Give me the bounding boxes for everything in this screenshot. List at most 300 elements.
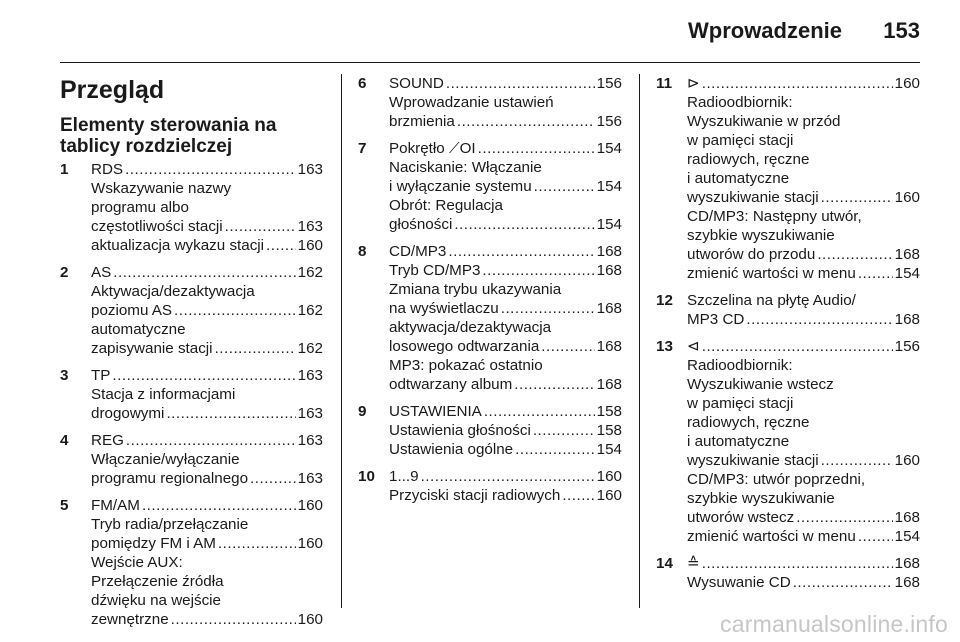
dot-leader [478,139,595,158]
dot-leader [702,337,893,356]
entry-line [91,282,323,301]
entry-line [91,198,323,217]
entry-label: Wyszukiwanie w przód [687,113,841,130]
dot-leader [225,217,296,236]
entry-text [687,470,865,489]
entry-number: 3 [60,367,69,384]
entry-label: Tryb radia/przełączanie [91,516,249,533]
entry-text [91,179,231,198]
entry-line [687,508,920,527]
entry-label: USTAWIENIA [389,403,482,420]
entry-line [91,450,323,469]
page-reference: 162 [297,264,323,281]
page-reference: 168 [596,338,622,355]
entry-text [687,508,794,527]
entry-label: dźwięku na wejście [91,592,221,609]
entry-label: brzmienia [389,113,455,130]
entry-text [687,150,809,169]
dot-leader [541,337,594,356]
page-reference: 160 [894,75,920,92]
entry-line [687,375,920,394]
entry-text [91,469,248,488]
entry-number: 14 [656,555,673,572]
entry-line [687,74,920,93]
page-reference: 168 [596,300,622,317]
dot-leader [821,188,893,207]
page-reference: 162 [297,302,323,319]
page-reference: 160 [297,535,323,552]
entry-number: 2 [60,264,69,281]
entry-text [687,527,856,546]
entry-line [91,301,323,320]
entry-number: 8 [358,243,367,260]
dot-leader [218,534,296,553]
entry-number: 6 [358,75,367,92]
index-entry-14 [656,554,920,592]
entry-line [687,310,920,329]
dot-leader [533,421,595,440]
entry-line [687,188,920,207]
entry-text [91,160,123,179]
entry-label: Wyszukiwanie wstecz [687,376,834,393]
entry-text [687,489,835,508]
entry-label: Aktywacja/dezaktywacja [91,283,255,300]
entry-label: Przyciski stacji radiowych [389,487,561,504]
entry-label: Zmiana trybu ukazywania [389,281,562,298]
entry-text [389,242,446,261]
entry-text [389,139,476,158]
entry-text [389,196,503,215]
entry-label: i wyłączanie systemu [389,178,532,195]
entry-text [389,299,499,318]
page-reference: 156 [596,113,622,130]
page-header [0,0,960,60]
entry-text [389,112,455,131]
page-reference: 163 [297,432,323,449]
entry-line [687,554,920,573]
entry-number: 12 [656,292,673,309]
column-divider-1 [341,74,342,608]
entry-line [687,337,920,356]
entry-text [91,198,189,217]
entry-label: Radioodbiornik: [687,357,793,374]
entry-text [91,217,223,236]
entry-line [91,469,323,488]
entry-text [687,131,793,150]
page-reference: 158 [596,422,622,439]
entry-line [687,169,920,188]
entry-label: wyszukiwanie stacji [687,452,819,469]
page-reference: 168 [894,574,920,591]
entry-line [91,496,323,515]
entry-text [91,282,255,301]
entry-text [389,337,539,356]
page-reference: 160 [297,611,323,628]
index-entry-7 [358,139,622,234]
entry-line [91,236,323,255]
entry-text [91,366,110,385]
entry-line [389,375,622,394]
entry-text [687,188,819,207]
dot-leader [174,301,296,320]
entry-text [91,496,140,515]
entry-line [687,291,920,310]
entry-line [91,572,323,591]
page-reference: 163 [297,405,323,422]
entry-text [91,236,264,255]
entry-label: Ustawienia głośności [389,422,531,439]
dot-leader [250,469,296,488]
entry-number: 11 [656,75,673,92]
dot-leader [514,375,594,394]
page-reference: 162 [297,340,323,357]
entry-text [389,280,561,299]
column-3 [656,74,920,592]
entry-label: programu regionalnego [91,470,249,487]
dot-leader [796,508,892,527]
page-header-title: Wprowadzenie [687,18,842,43]
entry-number: 7 [358,140,367,157]
entry-label: i automatyczne [687,433,790,450]
entry-label: zapisywanie stacji [91,340,213,357]
entry-label: automatyczne [91,321,186,338]
entry-text [389,486,560,505]
entry-line [91,179,323,198]
entry-text [91,404,164,423]
entry-text [91,450,240,469]
entry-text [91,610,169,629]
watermark: carmanualsonline.info [720,611,948,637]
entry-label: szybkie wyszukiwanie [687,490,835,507]
entries-column-2 [358,74,622,505]
dot-leader [858,527,893,546]
page-reference: 163 [297,218,323,235]
dot-leader [501,299,595,318]
entry-line [389,74,622,93]
entry-label: CD/MP3: utwór poprzedni, [687,471,866,488]
page-reference: 160 [596,487,622,504]
page-reference: 163 [297,470,323,487]
entry-label: Tryb CD/MP3 [389,262,481,279]
entry-line [687,356,920,375]
index-entry-3 [60,366,323,423]
entry-text [687,413,809,432]
entry-label: poziomu AS [91,302,173,319]
entry-text [91,320,186,339]
entry-line [687,226,920,245]
dot-leader [534,177,595,196]
entry-label: Wskazywanie nazwy [91,180,232,197]
entry-label: Wejście AUX: [91,554,183,571]
section-subtitle: Elementy sterowania na tablicy rozdzielczej [60,115,277,157]
index-entry-9 [358,402,622,459]
entry-line [91,320,323,339]
entry-text [91,534,216,553]
entry-label: i automatyczne [687,170,790,187]
page-reference: 163 [297,367,323,384]
column-1 [60,74,323,629]
entry-text [687,554,700,573]
entry-line [687,573,920,592]
entries-column-3 [656,74,920,592]
entry-text [389,402,482,421]
page-reference: 154 [596,216,622,233]
dot-leader [125,160,296,179]
index-entry-11 [656,74,920,283]
entry-label: RDS [91,161,124,178]
dot-leader [448,242,594,261]
entry-line [91,385,323,404]
dot-leader [266,236,296,255]
entry-text [687,207,862,226]
entry-label: aktualizacja wykazu stacji [91,237,265,254]
entry-text [389,215,452,234]
entry-label: szybkie wyszukiwanie [687,227,835,244]
entry-label: zmienić wartości w menu [687,265,856,282]
entry-number: 4 [60,432,69,449]
entries-column-1 [60,160,323,629]
entry-text [389,467,419,486]
page-reference: 154 [894,528,920,545]
entry-text [91,591,221,610]
dot-leader [166,404,295,423]
page-reference: 168 [596,243,622,260]
entry-label: Radioodbiornik: [687,94,793,111]
entry-line [687,394,920,413]
page-number: 153 [883,18,920,43]
page-reference: 160 [297,237,323,254]
page-reference: 156 [894,338,920,355]
entry-line [389,486,622,505]
entry-line [91,534,323,553]
entry-line [91,217,323,236]
entry-label: programu albo [91,199,189,216]
dot-leader [817,245,892,264]
entry-label: utworów do przodu [687,246,816,263]
entry-line [389,139,622,158]
entry-label: 1...9 [389,468,419,485]
entry-line [91,339,323,358]
index-entry-6 [358,74,622,131]
entry-label: częstotliwości stacji [91,218,223,235]
column-2 [358,74,622,505]
entry-text [389,261,480,280]
entry-line [389,242,622,261]
dot-leader [142,496,296,515]
entry-text [91,385,235,404]
entry-text [91,263,111,282]
entry-label: TP [91,367,111,384]
button-symbol-icon: ⊳ [687,75,700,92]
dot-leader [515,440,595,459]
entry-label: losowego odtwarzania [389,338,540,355]
entry-line [687,93,920,112]
entry-label: wyszukiwanie stacji [687,189,819,206]
entry-line [389,337,622,356]
entry-number: 10 [358,468,375,485]
entry-line [687,150,920,169]
dot-leader [702,74,893,93]
entry-number: 13 [656,338,673,355]
index-entry-10 [358,467,622,505]
entry-line [389,177,622,196]
dot-leader [112,366,295,385]
page-reference: 160 [596,468,622,485]
entry-line [389,421,622,440]
entry-line [91,431,323,450]
entry-line [91,263,323,282]
dot-leader [171,610,296,629]
column-divider-2 [639,74,640,608]
page-reference: 154 [596,178,622,195]
entry-line [389,158,622,177]
entry-text [687,93,793,112]
entry-line [389,112,622,131]
entry-label: CD/MP3: Następny utwór, [687,208,862,225]
entry-line [687,470,920,489]
entry-text [687,432,789,451]
entry-text [687,245,815,264]
entry-label: Naciskanie: Włączanie [389,159,542,176]
entry-label: CD/MP3 [389,243,447,260]
entry-line [389,280,622,299]
page-reference: 160 [297,497,323,514]
dot-leader [421,467,595,486]
entry-line [91,366,323,385]
entry-line [91,553,323,572]
page-reference: 168 [894,555,920,572]
dot-leader [793,573,893,592]
page-reference: 168 [596,262,622,279]
entry-line [389,261,622,280]
page-reference: 168 [894,311,920,328]
entry-line [91,591,323,610]
dot-leader [484,402,595,421]
entry-label: radiowych, ręczne [687,414,810,431]
entry-label: Obrót: Regulacja [389,197,503,214]
entry-text [91,339,213,358]
entry-line [91,610,323,629]
entry-text [91,553,183,572]
section-title: Przegląd [60,76,165,104]
dot-leader [562,486,594,505]
entry-text [687,264,856,283]
entry-label: FM/AM [91,497,140,514]
entry-text [389,74,444,93]
dot-leader [482,261,594,280]
dot-leader [454,215,594,234]
page-reference: 168 [894,246,920,263]
index-entry-5 [60,496,323,629]
entry-number: 5 [60,497,69,514]
entry-line [91,404,323,423]
page-reference: 168 [894,509,920,526]
entry-label: Szczelina na płytę Audio/ [687,292,856,309]
entry-line [389,402,622,421]
page-reference: 154 [894,265,920,282]
dot-leader [702,554,893,573]
entry-label: Stacja z informacjami [91,386,236,403]
index-entry-1 [60,160,323,255]
entry-line [389,299,622,318]
entry-label: drogowymi [91,405,165,422]
entry-text [91,431,124,450]
entry-line [687,432,920,451]
dot-leader [858,264,893,283]
dot-leader [821,451,893,470]
entry-line [389,356,622,375]
index-entry-13 [656,337,920,546]
entry-line [687,264,920,283]
entry-text [687,310,744,329]
entry-label: SOUND [389,75,444,92]
entry-line [687,112,920,131]
entry-text [389,440,513,459]
entry-text [687,375,834,394]
entry-label: pomiędzy FM i AM [91,535,216,552]
entry-label: zmienić wartości w menu [687,528,856,545]
page-reference: 163 [297,161,323,178]
entry-line [687,413,920,432]
entry-label: Ustawienia ogólne [389,441,514,458]
index-entry-4 [60,431,323,488]
entry-label: radiowych, ręczne [687,151,810,168]
entry-text [687,451,819,470]
entry-text [687,74,700,93]
dot-leader [746,310,892,329]
entry-label: REG [91,432,124,449]
entry-text [389,177,532,196]
entry-label: odtwarzany album [389,376,513,393]
page-reference: 160 [894,189,920,206]
entry-text [91,572,224,591]
page-reference: 160 [894,452,920,469]
entry-line [687,489,920,508]
index-entry-8 [358,242,622,394]
entry-line [389,318,622,337]
page-reference: 156 [596,75,622,92]
page-reference: 154 [596,140,622,157]
entry-line [389,467,622,486]
entry-number: 1 [60,161,69,178]
index-entry-2 [60,263,323,358]
entry-text [389,158,542,177]
dot-leader [446,74,595,93]
entry-text [389,356,543,375]
entry-text [91,301,172,320]
entry-label: w pamięci stacji [687,132,794,149]
entry-line [687,451,920,470]
entry-line [687,207,920,226]
entry-label: w pamięci stacji [687,395,794,412]
page-reference: 168 [596,376,622,393]
dot-leader [457,112,595,131]
page-reference: 158 [596,403,622,420]
entry-line [687,527,920,546]
entry-line [389,215,622,234]
dot-leader [126,431,296,450]
entry-text [389,93,554,112]
entry-text [389,375,512,394]
entry-label: aktywacja/dezaktywacja [389,319,552,336]
entry-text [687,356,793,375]
entry-line [687,245,920,264]
entry-text [687,112,840,131]
entry-label: MP3 CD [687,311,745,328]
entry-label: utworów wstecz [687,509,795,526]
entry-label: Przełączenie źródła [91,573,224,590]
entry-text [687,337,700,356]
